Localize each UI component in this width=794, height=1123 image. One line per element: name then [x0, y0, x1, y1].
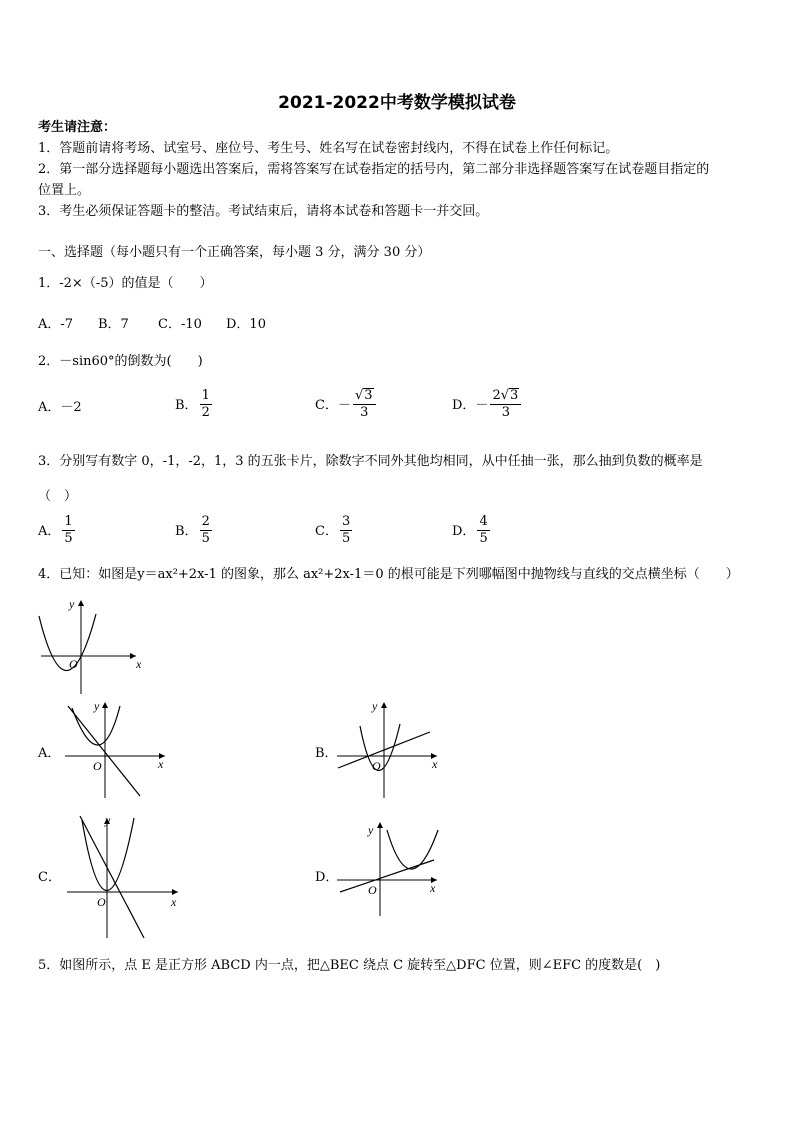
- denominator: 5: [479, 531, 488, 546]
- page-title: 2021-2022中考数学模拟试卷: [278, 93, 516, 113]
- line: [68, 706, 140, 796]
- denominator: 3: [360, 405, 369, 420]
- q2-option-b: [175, 388, 212, 421]
- q3-paren: （ ）: [38, 489, 78, 504]
- q2-option-b-label: B．: [175, 398, 198, 413]
- y-axis-arrow: [78, 600, 84, 606]
- section-heading: 一、选择题（每小题只有一个正确答案，每小题 3 分，满分 30 分）: [38, 245, 431, 260]
- origin-label: O: [69, 657, 78, 671]
- denominator: 5: [201, 531, 210, 546]
- radicand: 3: [510, 388, 519, 403]
- numerator: 2√3: [490, 388, 521, 405]
- denominator: 3: [501, 405, 510, 420]
- q4-option-d-graph: [332, 818, 442, 918]
- denominator: 5: [64, 531, 73, 546]
- option-label: D．: [452, 524, 476, 539]
- fraction: [200, 514, 212, 547]
- denominator: 5: [341, 531, 351, 546]
- q3-stem: 3．分别写有数字 0，-1，-2，1，3 的五张卡片，除数字不同外其他均相同，从中任抽一张，那么抽到负数的概率是: [38, 454, 703, 469]
- fraction: [62, 514, 74, 547]
- x-label: x: [432, 757, 438, 771]
- origin-label: O: [97, 895, 106, 909]
- fraction: [477, 514, 489, 547]
- notice-item-2: 2．第一部分选择题每小题选出答案后，需将答案写在试卷指定的括号内，第二部分非选择题答案写在试卷题目指定的: [38, 162, 710, 177]
- parabola: [82, 818, 134, 891]
- q5-stem: 5．如图所示，点 E 是正方形 ABCD 内一点，把△BEC 绕点 C 旋转至△DFC 位置，则∠EFC 的度数是( ): [38, 958, 661, 973]
- parabola: [39, 614, 96, 671]
- q1-option-d: D．10: [226, 317, 266, 332]
- q2-option-d-label: D．－: [452, 398, 489, 413]
- numerator: 2: [201, 514, 210, 529]
- fraction: [340, 514, 352, 547]
- q4-stem: 4．已知：如图是y＝ax²+2x-1 的图象，那么 ax²+2x-1＝0 的根可能是下列哪幅图中抛物线与直线的交点横坐标（ ）: [38, 567, 739, 582]
- option-label: B．: [175, 524, 198, 539]
- x-label: x: [171, 895, 177, 909]
- q4-given-graph: [36, 596, 146, 696]
- notice-item-2-cont: 位置上。: [38, 183, 91, 198]
- q1-option-b: B．7: [98, 317, 129, 332]
- radicand: 3: [364, 388, 373, 403]
- q4-option-c-graph: [62, 812, 182, 940]
- y-label: y: [368, 823, 374, 837]
- origin-label: O: [93, 759, 102, 773]
- q3-option-c: [315, 514, 352, 547]
- q2-option-c-label: C．－: [315, 398, 351, 413]
- numerator: √3: [353, 388, 376, 405]
- y-axis-arrow: [381, 702, 387, 708]
- origin-label: O: [372, 759, 381, 773]
- q1-option-c: C．-10: [158, 317, 202, 332]
- q2-option-c: [315, 388, 376, 421]
- q1-stem: 1．-2×（-5）的值是（ ）: [38, 276, 213, 291]
- x-label: x: [158, 757, 164, 771]
- q3-option-a: [38, 514, 75, 547]
- line: [340, 860, 434, 892]
- notice-heading: 考生请注意：: [38, 120, 117, 135]
- y-label: y: [69, 597, 75, 611]
- q2-option-d: [452, 388, 521, 421]
- denominator: 2: [201, 405, 210, 420]
- y-axis-arrow: [102, 702, 108, 708]
- fraction: [353, 388, 376, 421]
- coefficient: 2: [492, 388, 501, 403]
- y-label: y: [105, 813, 111, 827]
- fraction: [200, 388, 212, 421]
- q3-option-b: [175, 514, 212, 547]
- y-label: y: [372, 699, 378, 713]
- q4-option-a-label: A．: [38, 746, 61, 761]
- y-axis-arrow: [377, 822, 383, 828]
- q4-option-a-graph: [60, 698, 170, 802]
- numerator: 3: [341, 514, 351, 529]
- q4-option-b-graph: [332, 698, 442, 802]
- fraction: [490, 388, 521, 421]
- numerator: 1: [64, 514, 73, 529]
- option-label: A．: [38, 524, 61, 539]
- x-label: x: [430, 881, 436, 895]
- y-label: y: [94, 699, 100, 713]
- line: [80, 816, 144, 938]
- q2-stem: 2．－sin60°的倒数为( ): [38, 354, 203, 369]
- notice-item-3: 3．考生必须保证答题卡的整洁。考试结束后，请将本试卷和答题卡一并交回。: [38, 204, 489, 219]
- q4-option-d-label: D．: [315, 870, 339, 885]
- q3-option-d: [452, 514, 490, 547]
- numerator: 1: [201, 388, 210, 403]
- x-label: x: [136, 657, 142, 671]
- q4-option-c-label: C．: [38, 870, 61, 885]
- origin-label: O: [368, 883, 377, 897]
- notice-item-1: 1．答题前请将考场、试室号、座位号、考生号、姓名写在试卷密封线内，不得在试卷上作任何标记。: [38, 141, 619, 156]
- q2-option-a: A．－2: [38, 400, 82, 415]
- option-label: C．: [315, 524, 338, 539]
- q4-option-b-label: B．: [315, 746, 338, 761]
- parabola: [387, 830, 438, 869]
- numerator: 4: [479, 514, 488, 529]
- q1-option-a: A．-7: [38, 317, 74, 332]
